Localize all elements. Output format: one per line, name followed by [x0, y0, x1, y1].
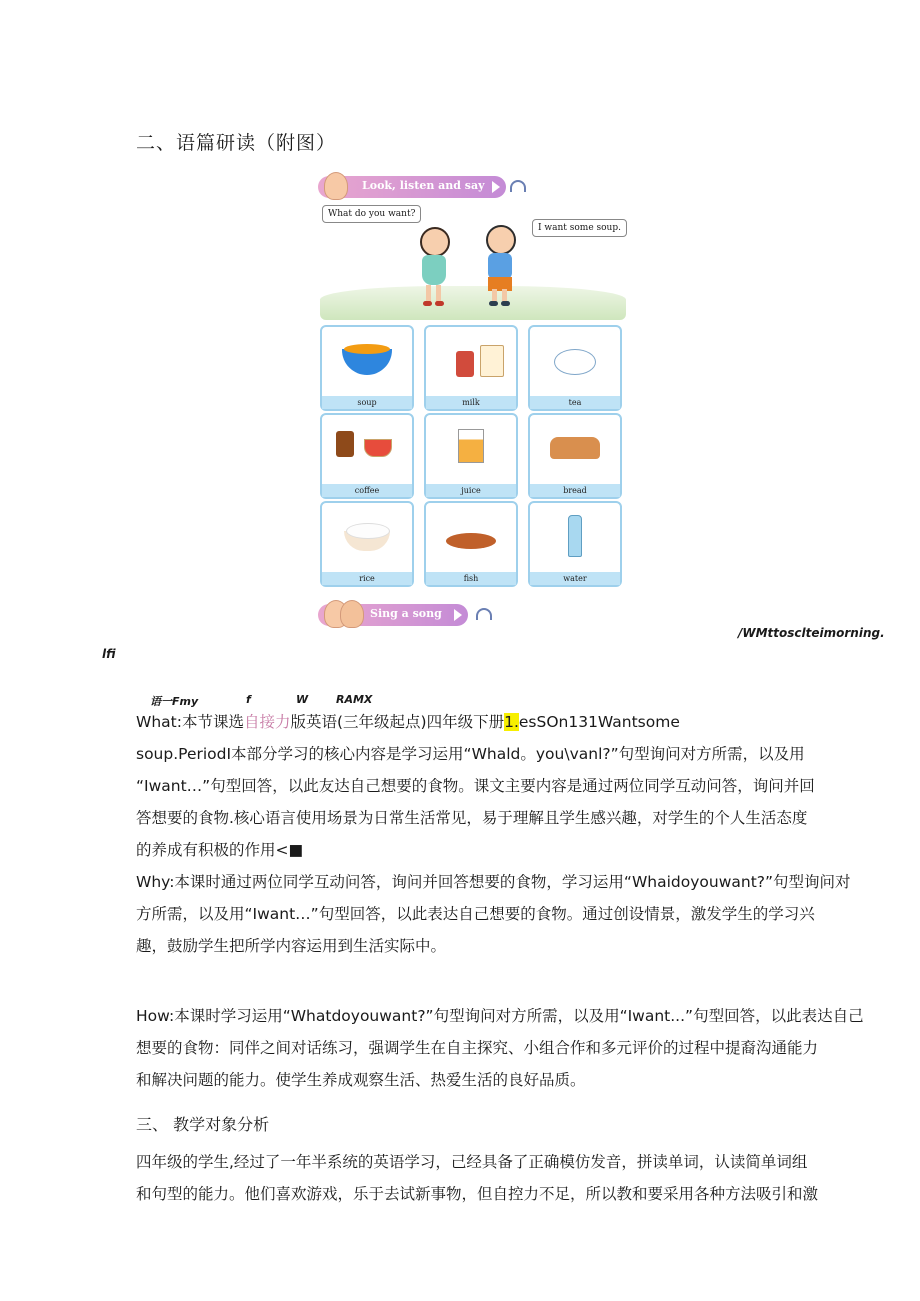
card-rice	[320, 501, 414, 587]
why-line-3: 趣，鼓励学生把所学内容运用到生活实际中。	[136, 937, 447, 955]
card-label: milk	[426, 396, 516, 409]
card-coffee	[320, 413, 414, 499]
card-label: soup	[322, 396, 412, 409]
how-line-2: 想要的食物：同伴之间对话练习，强调学生在自主探究、小组合作和多元评价的过程中提裔沟通能力	[136, 1039, 819, 1057]
banner-top-text: Look, listen and say	[362, 179, 485, 192]
teapot-icon	[554, 349, 596, 375]
grass-ground	[320, 286, 626, 320]
what-line-2: soup.PeriodI本部分学习的核心内容是学习运用“Whald。you\vanl?”句型询问对方所需，以及用	[136, 745, 805, 763]
students-line-1: 四年级的学生,经过了一年半系统的英语学习，己经具备了正确模仿发音，拼读单词，认读简单词组	[136, 1153, 808, 1171]
paragraph-students	[136, 1146, 882, 1210]
what-line-1: What:本节课选自接力版英语(三年级起点)四年级下册1.esSOn131Wantsome	[136, 713, 680, 731]
child-icon	[324, 172, 348, 200]
card-juice	[424, 413, 518, 499]
what-line-3: “Iwant…”句型回答，以此友达自己想要的食物。课文主要内容是通过两位同学互动问答，询问并回	[136, 777, 815, 795]
paragraph-what	[136, 706, 882, 866]
milk-glass-icon	[480, 345, 504, 377]
card-label: rice	[322, 572, 412, 585]
what-line-5: 的养成有积极的作用<■	[136, 841, 304, 859]
banner-bottom-text: Sing a song	[370, 607, 442, 620]
play-arrow-icon	[492, 181, 500, 193]
card-bread	[528, 413, 622, 499]
headphone-icon	[476, 608, 492, 620]
card-label: coffee	[322, 484, 412, 497]
play-arrow-icon	[454, 609, 462, 621]
card-label: water	[530, 572, 620, 585]
card-tea	[528, 325, 622, 411]
card-label: tea	[530, 396, 620, 409]
soup-bowl-icon	[342, 349, 392, 375]
students-line-2: 和句型的能力。他们喜欢游戏，乐于去试新事物，但自控力不足，所以教和要采用各种方法吸引和激	[136, 1185, 819, 1203]
card-water	[528, 501, 622, 587]
small-label-3: W	[296, 693, 309, 706]
headphone-icon	[510, 180, 526, 192]
juice-glass-icon	[458, 429, 484, 463]
coffee-jar-icon	[336, 431, 354, 457]
dialogue-scene	[320, 209, 626, 320]
banner-look-listen	[318, 176, 506, 198]
speech-bubble-left: What do you want?	[322, 205, 421, 223]
banner-sing-song	[318, 604, 468, 626]
card-label: bread	[530, 484, 620, 497]
figure-caption: /WMttosclteimorning.	[738, 626, 885, 640]
paragraph-why	[136, 866, 882, 962]
speech-bubble-right: I want some soup.	[532, 219, 627, 237]
card-label: juice	[426, 484, 516, 497]
how-line-3: 和解决问题的能力。使学生养成观察生活、热爱生活的良好品质。	[136, 1071, 586, 1089]
card-label: fish	[426, 572, 516, 585]
child-icon	[340, 600, 364, 628]
section-title-2: 二、语篇研读（附图）	[136, 132, 337, 154]
small-label-1: 语一Fmy	[150, 695, 199, 708]
why-line-2: 方所需，以及用“Iwant…”句型回答，以此表达自己想要的食物。通过创设情景，激发学生的学习兴	[136, 905, 815, 923]
jam-jar-icon	[456, 351, 474, 377]
section-title-3: 三、 教学对象分析	[136, 1115, 270, 1134]
card-milk	[424, 325, 518, 411]
textbook-figure	[316, 170, 630, 630]
paragraph-how	[136, 1000, 882, 1096]
card-soup	[320, 325, 414, 411]
fish-icon	[446, 533, 496, 549]
bread-icon	[550, 437, 600, 459]
coffee-cup-icon	[364, 439, 392, 457]
card-fish	[424, 501, 518, 587]
what-line-4: 答想要的食物.核心语言使用场景为日常生活常见，易于理解且学生感兴趣，对学生的个人生活态度	[136, 809, 808, 827]
margin-mark: lfi	[102, 647, 116, 661]
water-bottle-icon	[568, 515, 582, 557]
rice-bowl-icon	[344, 531, 390, 551]
small-label-2: f	[246, 693, 251, 706]
why-line-1: Why:本课时通过两位同学互动问答，询问并回答想要的食物，学习运用“Whaidoyouwant?”句型询问对	[136, 873, 851, 891]
small-label-4: RAMX	[336, 693, 373, 706]
how-line-1: How:本课时学习运用“Whatdoyouwant?”句型询问对方所需，以及用“Iwant...”句型回答，以此表达自己	[136, 1007, 864, 1025]
